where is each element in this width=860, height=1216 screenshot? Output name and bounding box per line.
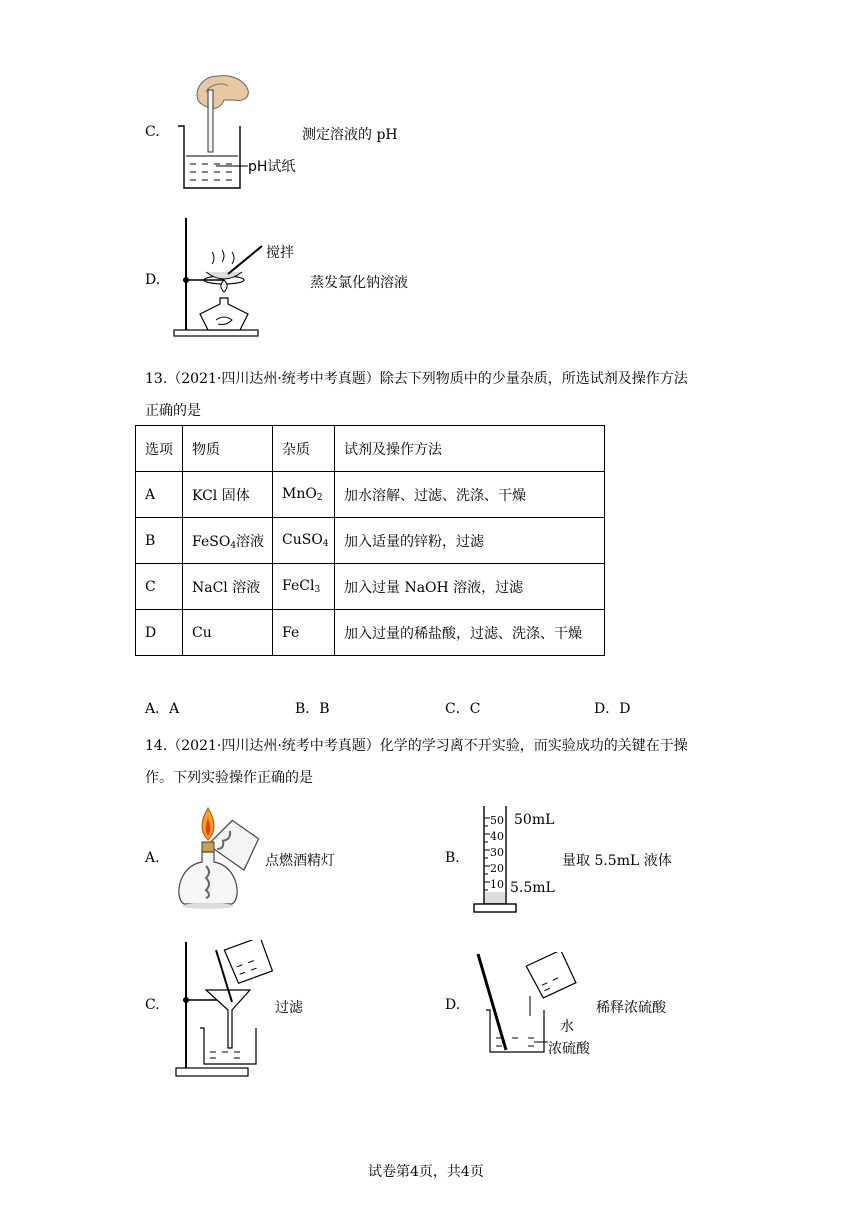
question-13-line2: 正确的是 [145, 403, 201, 419]
acid-label: 浓硫酸 [548, 1041, 590, 1057]
q14-option-a-caption: 点燃酒精灯 [265, 853, 335, 869]
cylinder-tick-label: 40 [490, 830, 504, 843]
table-cell-option: A [136, 472, 183, 518]
cylinder-bottom-label: 5.5mL [510, 880, 555, 896]
table-cell-impurity: FeCl$_3$ [273, 564, 335, 610]
table-header-row [136, 426, 605, 472]
table-cell-substance: NaCl 溶液 [183, 564, 273, 610]
q14-option-d-caption: 稀释浓硫酸 [596, 1000, 666, 1016]
table-cell-method: 加入过量 NaOH 溶液，过滤 [335, 564, 605, 610]
table-cell-method: 加入过量的稀盐酸，过滤、洗涤、干燥 [335, 610, 605, 656]
table-cell-option: B [136, 518, 183, 564]
cylinder-top-label: 50mL [514, 812, 555, 828]
table-header: 选项 [136, 426, 183, 472]
q14-letter-d: D. [445, 997, 461, 1013]
water-label: 水 [560, 1019, 574, 1035]
alcohol-lamp-figure [176, 806, 266, 912]
q14-letter-b: B. [445, 850, 460, 866]
stir-label: 搅拌 [266, 245, 294, 261]
table-cell-substance: FeSO$_4$溶液 [183, 518, 273, 564]
cylinder-tick-label: 20 [490, 862, 504, 875]
cylinder-tick-label: 10 [490, 878, 504, 891]
q14-letter-c: C. [145, 997, 160, 1013]
question-14-line2: 作。下列实验操作正确的是 [145, 770, 313, 786]
question-14-line1: 14.（2021·四川达州·统考中考真题）化学的学习离不开实验，而实验成功的关键在于操 [145, 738, 688, 754]
table-cell-impurity: CuSO$_4$ [273, 518, 335, 564]
graduated-cylinder-figure [470, 804, 555, 916]
option-d-caption: 蒸发氯化钠溶液 [310, 275, 408, 291]
table-header: 试剂及操作方法 [335, 426, 605, 472]
table-cell-substance: KCl 固体 [183, 472, 273, 518]
table-cell-substance: Cu [183, 610, 273, 656]
answer-choice-b[interactable]: B．B [295, 701, 330, 717]
table-cell-method: 加水溶解、过滤、洗涤、干燥 [335, 472, 605, 518]
table-header: 物质 [183, 426, 273, 472]
table-cell-option: C [136, 564, 183, 610]
q14-option-c-caption: 过滤 [275, 1000, 303, 1016]
option-letter-d: D. [145, 272, 161, 288]
option-letter-c: C. [145, 124, 160, 140]
table-cell-impurity: Fe [273, 610, 335, 656]
answer-choice-c[interactable]: C．C [445, 701, 481, 717]
question-13-line1: 13.（2021·四川达州·统考中考真题）除去下列物质中的少量杂质，所选试剂及操作方法 [145, 371, 688, 387]
answer-choice-d[interactable]: D．D [594, 701, 631, 717]
filtration-figure [172, 940, 282, 1080]
option-c-caption: 测定溶液的 pH [302, 127, 398, 143]
q14-option-b-caption: 量取 5.5mL 液体 [562, 853, 672, 869]
table-cell-method: 加入适量的锌粉，过滤 [335, 518, 605, 564]
ph-test-figure [176, 70, 306, 195]
table-row [136, 518, 605, 564]
dilution-figure [472, 952, 592, 1064]
q14-letter-a: A. [145, 850, 160, 866]
table-cell-option: D [136, 610, 183, 656]
table-row [136, 610, 605, 656]
table-header: 杂质 [273, 426, 335, 472]
cylinder-tick-label: 30 [490, 846, 504, 859]
options-table [135, 425, 605, 656]
table-cell-impurity: MnO$_2$ [273, 472, 335, 518]
page-footer: 试卷第4页，共4页 [368, 1164, 484, 1180]
table-row [136, 564, 605, 610]
evaporation-figure [172, 216, 302, 340]
cylinder-tick-label: 50 [490, 814, 504, 827]
ph-paper-label: pH试纸 [248, 159, 296, 175]
answer-choice-a[interactable]: A．A [145, 701, 180, 717]
table-row [136, 472, 605, 518]
